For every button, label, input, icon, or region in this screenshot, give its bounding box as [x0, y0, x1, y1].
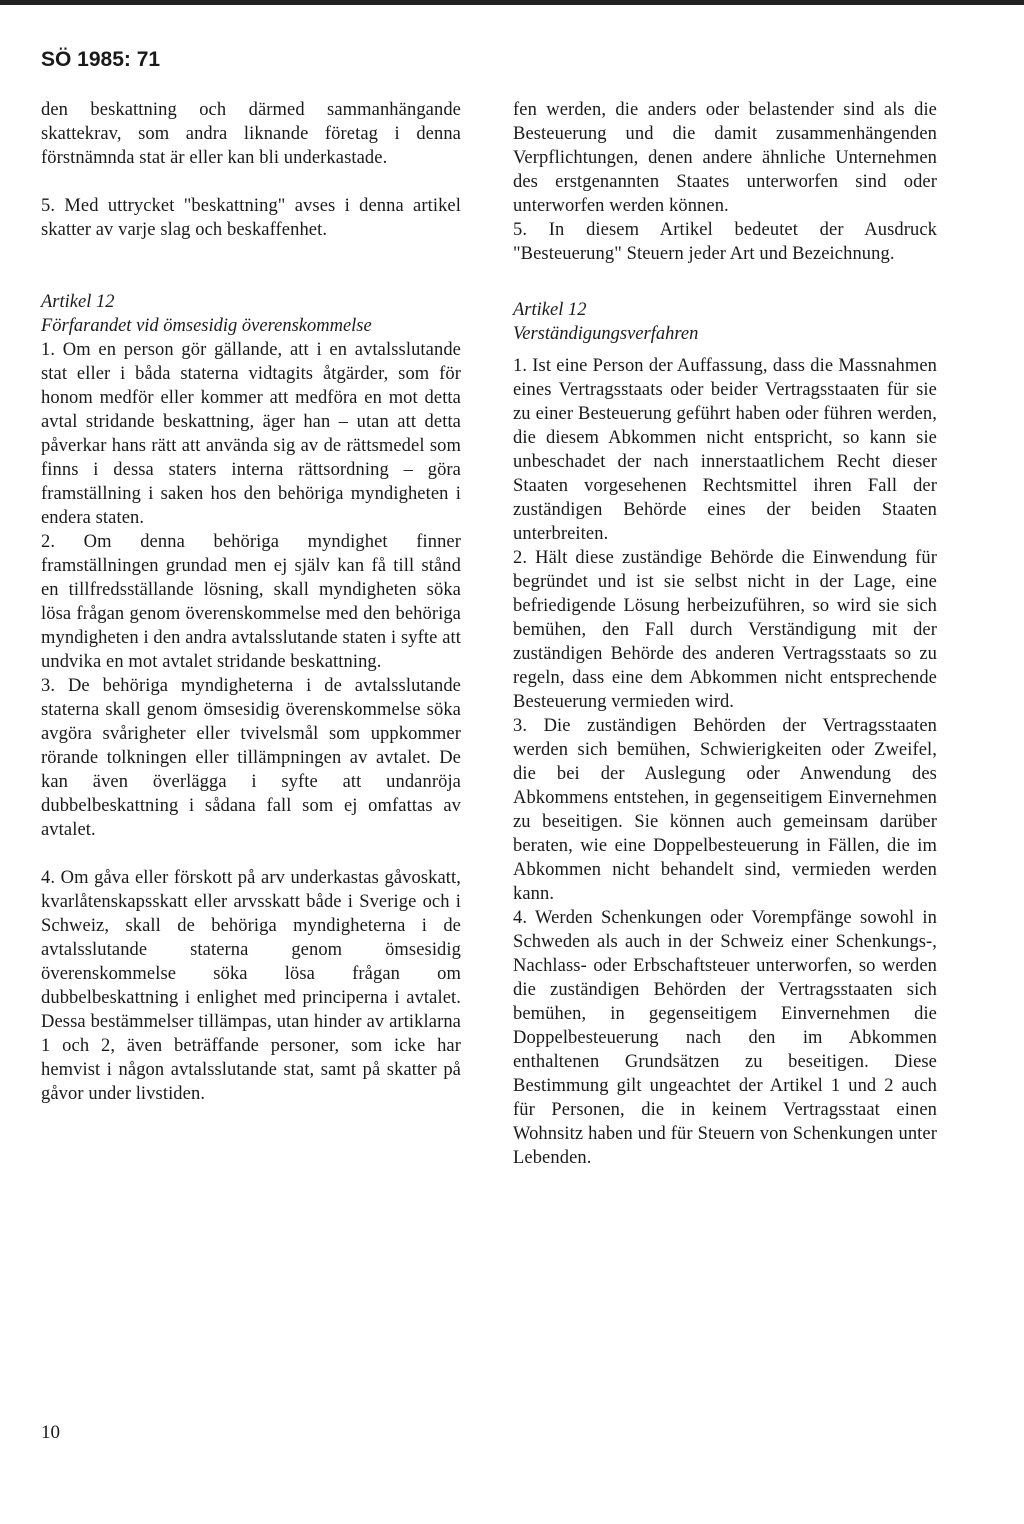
swedish-paragraph-1: 1. Om en person gör gällande, att i en avtalsslutande stat eller i båda staterna vidtagits åtgärder, som för honom medför eller kommer att medföra en mot detta avtal stridande beskattning, äger han – utan att detta påverkar hans rätt att använda sig av de rättsmedel som finns i dessa staters interna rättsordning – göra framställning i saken hos den behöriga myndigheten i endera staten.: [41, 340, 461, 528]
german-paragraph-5: 5. In diesem Artikel bedeutet der Ausdruck "Besteuerung" Steuern jeder Art und Bezeichnung.: [513, 220, 937, 264]
swedish-intro-paragraph: den beskattning och därmed sammanhängande skattekrav, som andra liknande företag i denna förstnämnda stat är eller kan bli underkastade.: [41, 100, 461, 168]
german-paragraph-4: 4. Werden Schenkungen oder Vorempfänge sowohl in Schweden als auch in der Schweiz einer Schenkungs-, Nachlass- oder Erbschaftsteuer unterworfen, so werden die zuständigen Behörden der Vertragsstaaten sich bemühen, in gegenseitigem Einvernehmen die Doppelbesteuerung nach den im Abkommen enthaltenen Grundsätzen zu beseitigen. Diese Bestimmung gilt ungeachtet der Artikel 1 und 2 auch für Personen, die in keinem Vertragsstaat einen Wohnsitz haben und für Steuern von Schenkungen unter Lebenden.: [513, 908, 937, 1168]
swedish-column: [41, 98, 461, 1106]
page-number: 10: [41, 1422, 60, 1443]
swedish-article-subtitle: Förfarandet vid ömsesidig överenskommelse: [41, 316, 372, 336]
german-intro-paragraph: fen werden, die anders oder belastender sind als die Besteuerung und die damit zusammenhängenden Verpflichtungen, denen andere ähnliche Unternehmen des erstgenannten Staates unterworfen sind oder unterworfen werden können.: [513, 100, 937, 216]
swedish-paragraph-4: 4. Om gåva eller förskott på arv underkastas gåvoskatt, kvarlåtenskapsskatt eller arvsskatt både i Sverige och i Schweiz, skall de behöriga myndigheterna i de avtalsslutande staterna genom ömsesidig överenskommelse söka lösa frågan om dubbelbeskattning i enlighet med principerna i avtalet. Dessa bestämmelser tillämpas, utan hinder av artiklarna 1 och 2, även beträffande personer, som icke har hemvist i någon avtalsslutande stat, samt på skatter på gåvor under livstiden.: [41, 868, 461, 1104]
german-column: [513, 98, 937, 1170]
german-paragraph-3: 3. Die zuständigen Behörden der Vertragsstaaten werden sich bemühen, Schwierigkeiten oder Zweifel, die bei der Auslegung oder Anwendung des Abkommens entstehen, in gegenseitigem Einvernehmen zu beseitigen. Sie können auch gemeinsam darüber beraten, wie eine Doppelbesteuerung in Fällen, die im Abkommen nicht behandelt sind, vermieden werden kann.: [513, 716, 937, 904]
german-paragraph-1: 1. Ist eine Person der Auffassung, dass die Massnahmen eines Vertragsstaats oder beider Vertragsstaaten für sie zu einer Besteuerung geführt haben oder führen werden, die diesem Abkommen nicht entspricht, so kann sie unbeschadet der nach innerstaatlichem Recht dieser Staaten vorgesehenen Rechtsmittel ihren Fall der zuständigen Behörde eines der beiden Staaten unterbreiten.: [513, 356, 937, 544]
swedish-paragraph-2: 2. Om denna behöriga myndighet finner framställningen grundad men ej själv kan få till stånd en tillfredsställande lösning, skall myndigheten söka lösa frågan genom överenskommelse med den behöriga myndigheten i den andra avtalsslutande staten i syfte att undvika en mot avtalet stridande beskattning.: [41, 532, 461, 672]
swedish-paragraph-5: 5. Med uttrycket "beskattning" avses i denna artikel skatter av varje slag och beskaffenhet.: [41, 196, 461, 240]
german-article-title: Artikel 12: [513, 300, 587, 320]
top-rule: [0, 0, 1024, 5]
document-reference: SÖ 1985: 71: [41, 48, 161, 71]
swedish-article-title: Artikel 12: [41, 292, 115, 312]
german-article-subtitle: Verständigungsverfahren: [513, 324, 699, 344]
swedish-paragraph-3: 3. De behöriga myndigheterna i de avtalsslutande staterna skall genom ömsesidig överenskommelse söka avgöra svårigheter eller tvivelsmål som uppkommer rörande tolkningen eller tillämpningen av avtalet. De kan även överlägga i syfte att undanröja dubbelbeskattning i sådana fall som ej omfattas av avtalet.: [41, 676, 461, 840]
german-paragraph-2: 2. Hält diese zuständige Behörde die Einwendung für begründet und ist sie selbst nicht in der Lage, eine befriedigende Lösung herbeizuführen, so wird sie sich bemühen, den Fall durch Verständigung mit der zuständigen Behörde des anderen Vertragsstaats so zu regeln, dass eine dem Abkommen nicht entsprechende Besteuerung vermieden wird.: [513, 548, 937, 712]
